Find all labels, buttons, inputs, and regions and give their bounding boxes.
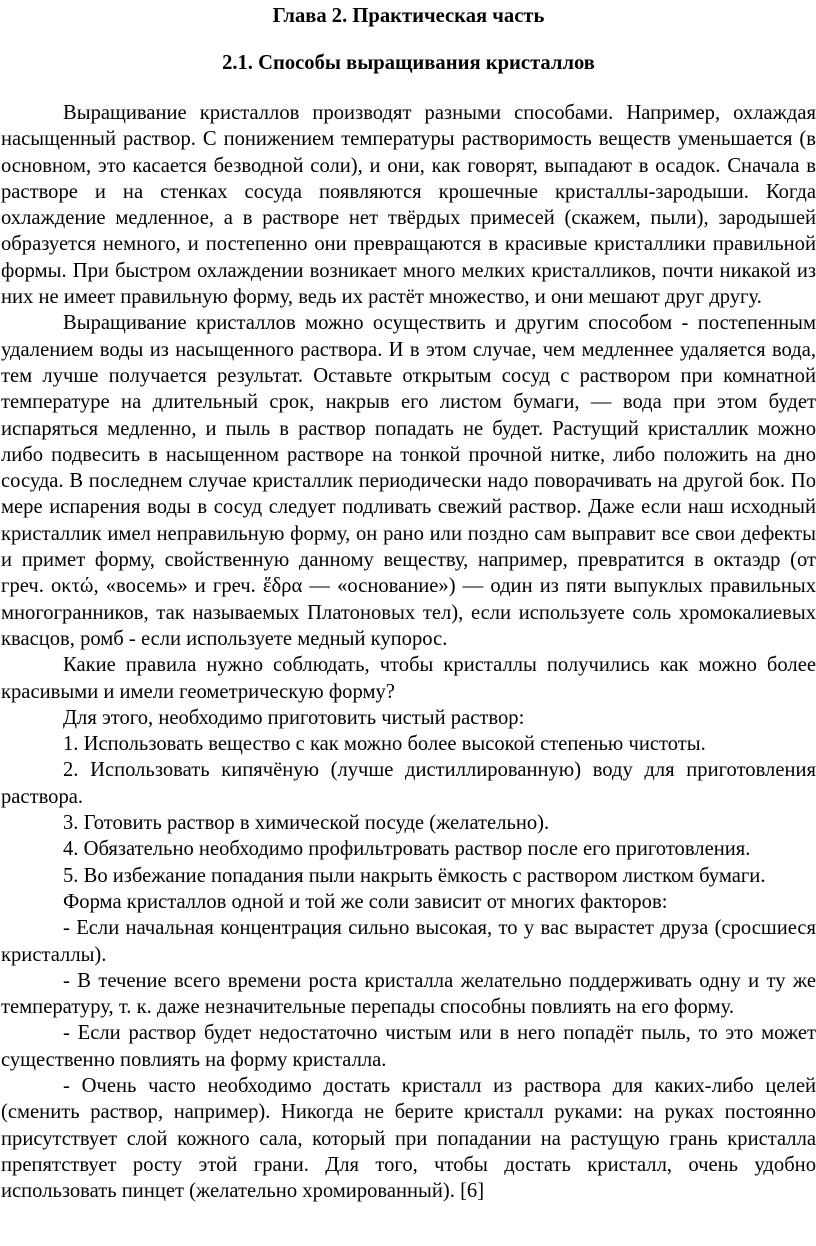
paragraph-rules-question: Какие правила нужно соблюдать, чтобы кристаллы получились как можно более красивыми и имели геометрическую форму?	[1, 654, 816, 703]
paragraph-cooling-method: Выращивание кристаллов производят разными способами. Например, охлаждая насыщенный раствор. С понижением температуры растворимость веществ уменьшается (в основном, это касается безводной соли), и они, как говорят, выпадают в осадок. Сначала в растворе и на стенках сосуда появляются крошечные кристаллы-зародыши. Когда охлаждение медленное, а в растворе нет твёрдых примесей (скажем, пыли), зародышей образуется немного, и постепенно они превращаются в красивые кристаллики правильной формы. При быстром охлаждении возникает много мелких кристалликов, почти никакой из них не имеет правильную форму, ведь их растёт множество, и они мешают друг другу.	[1, 102, 816, 309]
paragraph-evaporation-method: Выращивание кристаллов можно осуществить и другим способом - постепенным удалением воды из насыщенного раствора. И в этом случае, чем медленнее удаляется вода, тем лучше получается результат. Оставьте открытым сосуд с раствором при комнатной температуре на длительный срок, накрыв его листом бумаги, — вода при этом будет испаряться медленно, и пыль в раствор попадать не будет. Растущий кристаллик можно либо подвесить в насыщенном растворе на тонкой прочной нитке, либо положить на дно сосуда. В последнем случае кристаллик периодически надо поворачивать на другой бок. По мере испарения воды в сосуд следует подливать свежий раствор. Даже если наш исходный кристаллик имел неправильную форму, он рано или поздно сам выправит все свои дефекты и примет форму, свойственную данному веществу, например, превратится в октаэдр (от греч. οκτώ, «восемь» и греч. ἕδρα — «основание») — один из пяти выпуклых правильных многогранников, так называемых Платоновых тел), если используете соль хромокалиевых квасцов, ромб - если используете медный купорос.	[1, 312, 816, 650]
list-item-factor-concentration: - Если начальная концентрация сильно высокая, то у вас вырастет друза (сросшиеся кристаллы).	[1, 917, 816, 966]
list-item-rule-1: 1. Использовать вещество с как можно более высокой степенью чистоты.	[63, 733, 706, 756]
list-item-rule-5: 5. Во избежание попадания пыли накрыть ёмкость с раствором листком бумаги.	[63, 864, 766, 887]
paragraph-pure-solution: Для этого, необходимо приготовить чистый раствор:	[63, 706, 525, 729]
list-item-rule-2: 2. Использовать кипячёную (лучше дистиллированную) воду для приготовления раствора.	[1, 759, 816, 808]
document-body	[1, 100, 816, 1204]
chapter-title: Глава 2. Практическая часть	[272, 5, 545, 27]
section-title: 2.1. Способы выращивания кристаллов	[222, 52, 595, 74]
list-item-factor-temperature: - В течение всего времени роста кристалла желательно поддерживать одну и ту же температуру, т. к. даже незначительные перепады способны повлиять на его форму.	[1, 969, 816, 1019]
list-item-factor-purity: - Если раствор будет недостаточно чистым или в него попадёт пыль, то это может существенно повлиять на форму кристалла.	[1, 1022, 816, 1071]
list-item-rule-4: 4. Обязательно необходимо профильтровать раствор после его приготовления.	[63, 838, 751, 861]
list-item-rule-3: 3. Готовить раствор в химической посуде (желательно).	[63, 812, 550, 835]
list-item-factor-handling: - Очень часто необходимо достать кристалл из раствора для каких-либо целей (сменить раствор, например). Никогда не берите кристалл руками: на руках постоянно присутствует слой кожного сала, который при попадании на растущую грань кристалла препятствует росту этой грани. Для того, чтобы достать кристалл, очень удобно использовать пинцет (желательно хромированный). [6]	[1, 1074, 816, 1203]
paragraph-shape-factors: Форма кристаллов одной и той же соли зависит от многих факторов:	[63, 890, 668, 913]
